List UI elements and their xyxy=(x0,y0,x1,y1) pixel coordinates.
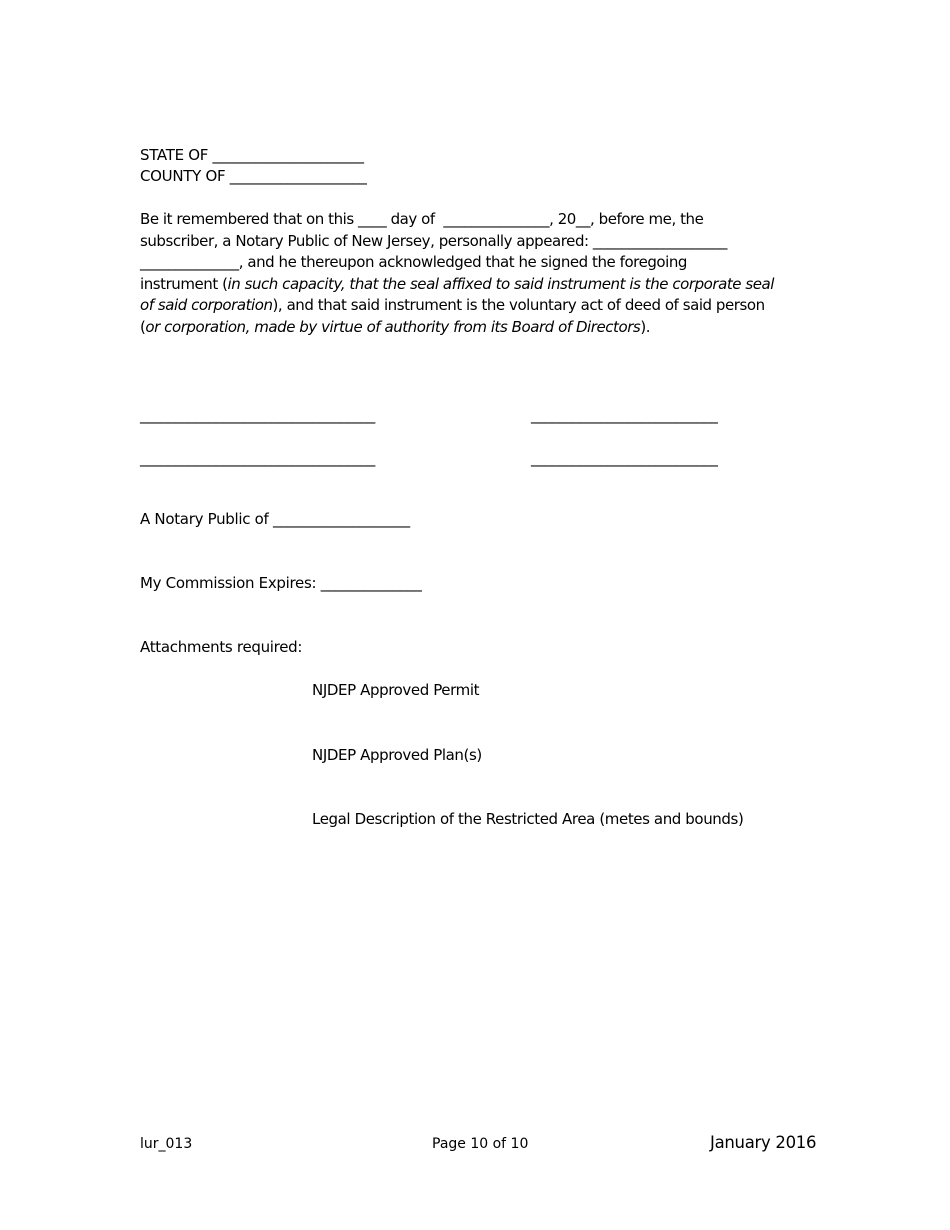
acknowledgment-line-3: ______________, and he thereupon acknowledged that he signed the foregoing xyxy=(140,253,687,271)
footer-date: January 2016 xyxy=(710,1133,817,1152)
acknowledgment-line-6 xyxy=(140,317,810,339)
acknowledgment-line-6-italic: or corporation, made by virtue of authority from its Board of Directors xyxy=(145,317,641,336)
acknowledgment-line-6-pre: ( xyxy=(140,317,146,336)
acknowledgment-line-5 xyxy=(140,295,810,317)
notary-public-line: A Notary Public of ___________________ xyxy=(140,510,410,528)
acknowledgment-line-4 xyxy=(140,274,810,296)
footer-page-number: Page 10 of 10 xyxy=(432,1136,529,1152)
county-line: COUNTY OF ___________________ xyxy=(140,167,367,185)
signature-blank-row2-left: __________________________________ xyxy=(140,449,375,467)
attachment-item: NJDEP Approved Permit xyxy=(312,681,480,699)
signature-blank-row2-right: ___________________________ xyxy=(531,449,718,467)
attachment-item: Legal Description of the Restricted Area (metes and bounds) xyxy=(312,810,744,828)
acknowledgment-paragraph xyxy=(140,209,810,338)
acknowledgment-line-4-italic: in such capacity, that the seal affixed to said instrument is the corporate seal xyxy=(227,274,774,293)
acknowledgment-line-5-italic: of said corporation xyxy=(140,296,273,314)
acknowledgment-line-4-pre: instrument ( xyxy=(140,274,228,293)
acknowledgment-line-5-post: ), and that said instrument is the voluntary act of deed of said person xyxy=(272,296,765,314)
signature-blank-row1-right: ___________________________ xyxy=(531,406,718,424)
commission-expires-line: My Commission Expires: ______________ xyxy=(140,574,422,592)
signature-blank-row1-left: __________________________________ xyxy=(140,406,375,424)
footer-form-id: lur_013 xyxy=(140,1136,193,1152)
acknowledgment-line-6-post: ). xyxy=(640,317,651,336)
acknowledgment-line-1: Be it remembered that on this ____ day of _______________, 20__, before me, the xyxy=(140,210,704,228)
attachments-label: Attachments required: xyxy=(140,638,303,656)
acknowledgment-line-2: subscriber, a Notary Public of New Jersey, personally appeared: ___________________ xyxy=(140,231,727,250)
attachment-item: NJDEP Approved Plan(s) xyxy=(312,745,482,764)
attachments-list xyxy=(312,637,743,874)
state-line: STATE OF _____________________ xyxy=(140,146,364,164)
